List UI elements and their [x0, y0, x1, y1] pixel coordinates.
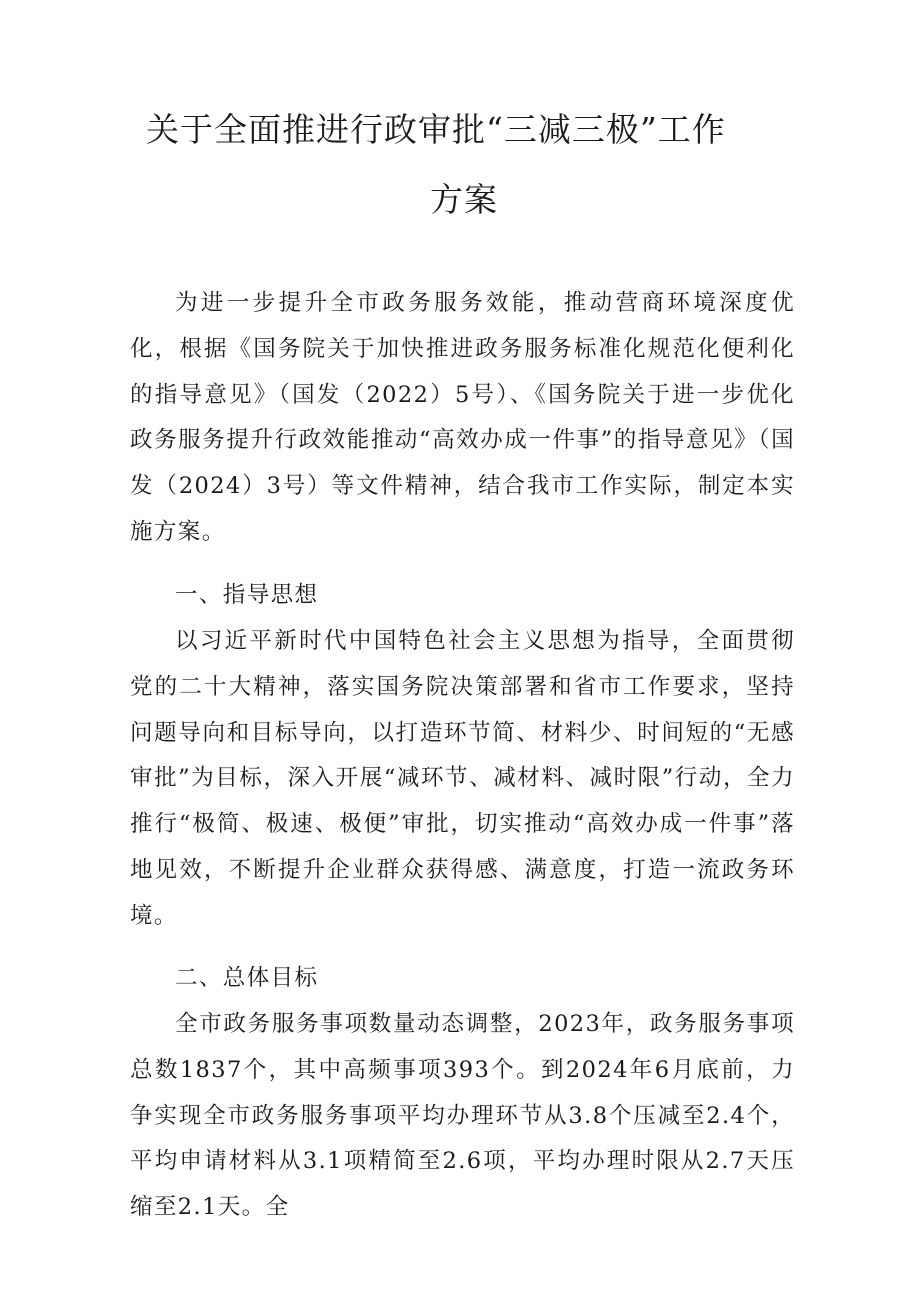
intro-text: 为进一步提升全市政务服务效能，推动营商环境深度优化，根据《国务院关于加快推进政务服务标准化规范化便利化的指导意见》（国发（2022）5号）、《国务院关于进一步优化政务服务提升行政效能推动“高效办成一件事”的指导意见》（国发（2024）3号）等文件精神，结合我市工作实际，制定本实施方案。 — [130, 290, 795, 545]
intro-paragraph — [130, 281, 795, 556]
section1-heading: 一、指导思想 — [175, 582, 319, 608]
section1-paragraph — [130, 619, 795, 940]
section2-heading-block — [130, 956, 795, 1002]
section2-text: 全市政务服务事项数量动态调整，2023年，政务服务事项总数1837个，其中高频事项393个。到2024年6月底前，力争实现全市政务服务事项平均办理环节从3.8个压减至2.4个，平均申请材料从3.1项精简至2.6项，平均办理时限从2.7天压缩至2.1天。全 — [130, 1011, 795, 1221]
section1-heading-block — [130, 573, 795, 619]
section2-heading: 二、总体目标 — [175, 965, 319, 991]
document-title-line1: 关于全面推进行政审批“三减三极”工作 — [146, 110, 726, 149]
document-title-line2: 方案 — [430, 180, 498, 219]
section1-text: 以习近平新时代中国特色社会主义思想为指导，全面贯彻党的二十大精神，落实国务院决策部署和省市工作要求，坚持问题导向和目标导向，以打造环节简、材料少、时间短的“无感审批”为目标，深入开展“减环节、减材料、减时限”行动，全力推行“极简、极速、极便”审批，切实推动“高效办成一件事”落地见效，不断提升企业群众获得感、满意度，打造一流政务环境。 — [130, 628, 795, 929]
section2-paragraph — [130, 1002, 795, 1231]
